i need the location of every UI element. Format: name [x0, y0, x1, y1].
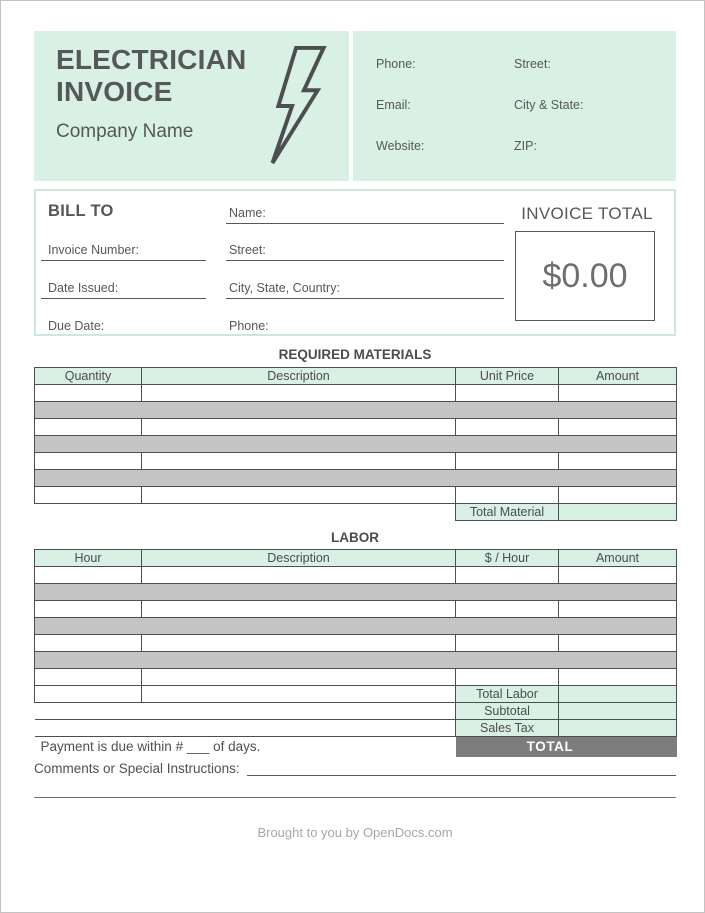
empty-cell: [456, 453, 559, 470]
empty-cell: [456, 419, 559, 436]
grand-total-row: [35, 737, 677, 757]
subtotal-label-cell: Subtotal: [456, 703, 559, 720]
materials-table: [34, 367, 677, 521]
column-header-amount: Amount: [559, 550, 677, 567]
empty-cell: [456, 652, 559, 669]
city-state-country-line: [226, 298, 504, 299]
empty-cell: [456, 584, 559, 601]
labor-row: [35, 567, 677, 584]
empty-cell: [35, 385, 142, 402]
empty-cell: [559, 567, 677, 584]
empty-cell: [559, 601, 677, 618]
empty-cell: [559, 618, 677, 635]
subtotal-left-line: [35, 703, 456, 720]
materials-row: [35, 385, 677, 402]
sales-tax-amount-cell: [559, 720, 677, 737]
empty-cell: [35, 402, 142, 419]
invoice-title-line2: INVOICE: [56, 76, 173, 108]
invoice-total-value: $0.00: [542, 256, 628, 295]
labor-total-row: [35, 686, 677, 703]
invoice-title-line1: ELECTRICIAN: [56, 44, 247, 75]
labor-table: [34, 549, 677, 757]
footer-text: Brought to you by OpenDocs.com: [257, 824, 453, 840]
city-state-country-label: City, State, Country:: [229, 281, 340, 295]
sales-tax-row: [35, 720, 677, 737]
invoice-number-label: Invoice Number:: [48, 243, 140, 257]
empty-cell: [142, 584, 456, 601]
empty-cell: [142, 402, 456, 419]
contact-label-street: Street:: [514, 57, 551, 71]
column-header-description: Description: [142, 550, 456, 567]
empty-cell: [456, 567, 559, 584]
labor-row: [35, 584, 677, 601]
labor-row: [35, 601, 677, 618]
empty-cell: [35, 487, 142, 504]
bill-to-heading: BILL TO: [48, 202, 114, 220]
column-header-rate: $ / Hour: [456, 550, 559, 567]
empty-cell: [142, 669, 456, 686]
materials-row: [35, 436, 677, 453]
empty-cell: [142, 652, 456, 669]
invoice-total-box: [515, 231, 655, 321]
empty-cell: [142, 635, 456, 652]
materials-row: [35, 487, 677, 504]
lightning-bolt-icon: [265, 46, 333, 166]
street-label: Street:: [229, 243, 266, 257]
empty-cell: [35, 669, 142, 686]
empty-cell: [35, 652, 142, 669]
comments-label: Comments or Special Instructions:: [34, 760, 240, 776]
materials-total-label-cell: Total Material: [456, 504, 559, 521]
empty-cell: [142, 601, 456, 618]
materials-section-title: REQUIRED MATERIALS: [278, 347, 432, 362]
empty-cell: [456, 618, 559, 635]
empty-cell: [35, 419, 142, 436]
street-line: [226, 260, 504, 261]
empty-cell: [456, 436, 559, 453]
invoice-content: [34, 31, 676, 840]
empty-cell: [559, 402, 677, 419]
labor-total-left-cell: [35, 686, 142, 703]
empty-cell: [35, 635, 142, 652]
labor-total-label-cell: Total Labor: [456, 686, 559, 703]
empty-cell: [142, 487, 456, 504]
materials-header-row: [35, 368, 677, 385]
empty-cell: [559, 584, 677, 601]
column-header-unit-price: Unit Price: [456, 368, 559, 385]
empty-cell: [456, 402, 559, 419]
sales-tax-label-cell: Sales Tax: [456, 720, 559, 737]
materials-row: [35, 453, 677, 470]
materials-total-amount-cell: [559, 504, 677, 521]
materials-total-row: [35, 504, 677, 521]
empty-cell: [456, 635, 559, 652]
header-brand-panel: [34, 31, 349, 181]
contact-label-email: Email:: [376, 98, 411, 112]
empty-cell: [559, 470, 677, 487]
empty-cell: [456, 470, 559, 487]
column-header-description: Description: [142, 368, 456, 385]
company-name: Company Name: [56, 121, 194, 143]
empty-cell: [142, 453, 456, 470]
empty-cell: [35, 601, 142, 618]
empty-cell: [142, 567, 456, 584]
labor-section-title: LABOR: [331, 530, 379, 545]
empty-cell: [559, 385, 677, 402]
empty-cell: [559, 419, 677, 436]
phone-label: Phone:: [229, 319, 269, 333]
labor-row: [35, 635, 677, 652]
empty-cell: [559, 453, 677, 470]
empty-cell: [35, 470, 142, 487]
empty-cell: [142, 618, 456, 635]
empty-cell: [35, 567, 142, 584]
date-issued-label: Date Issued:: [48, 281, 119, 295]
bottom-rule: [34, 797, 676, 798]
name-label: Name:: [229, 206, 266, 220]
empty-cell: [142, 385, 456, 402]
column-header-hour: Hour: [35, 550, 142, 567]
empty-cell: [456, 601, 559, 618]
empty-cell: [559, 669, 677, 686]
header-contact-panel: [353, 31, 676, 181]
due-date-label: Due Date:: [48, 319, 105, 333]
empty-cell: [142, 436, 456, 453]
invoice-number-line: [41, 260, 206, 261]
empty-cell: [35, 584, 142, 601]
contact-label-zip: ZIP:: [514, 139, 537, 153]
empty-cell: [35, 436, 142, 453]
contact-label-website: Website:: [376, 139, 425, 153]
comments-row: [34, 761, 676, 776]
empty-cell: [456, 669, 559, 686]
empty-cell: [35, 453, 142, 470]
labor-total-amount-cell: [559, 686, 677, 703]
contact-label-city-state: City & State:: [514, 98, 584, 112]
column-header-quantity: Quantity: [35, 368, 142, 385]
labor-header-row: [35, 550, 677, 567]
empty-cell: [559, 436, 677, 453]
labor-row: [35, 652, 677, 669]
materials-total-spacer: [35, 504, 456, 521]
empty-cell: [456, 385, 559, 402]
contact-label-phone: Phone:: [376, 57, 416, 71]
empty-cell: [35, 618, 142, 635]
date-issued-line: [41, 298, 206, 299]
empty-cell: [142, 419, 456, 436]
labor-row: [35, 669, 677, 686]
bill-to-section: [34, 189, 676, 336]
labor-total-left-cell: [142, 686, 456, 703]
grand-total-bar: TOTAL: [456, 737, 677, 757]
invoice-header: [34, 31, 676, 181]
comments-line: [247, 761, 676, 776]
materials-row: [35, 402, 677, 419]
empty-cell: [559, 487, 677, 504]
payment-terms-text: Payment is due within # ___ of days.: [40, 739, 261, 755]
sales-tax-left-line: [35, 720, 456, 737]
materials-row: [35, 419, 677, 436]
name-line: [226, 223, 504, 224]
empty-cell: [559, 652, 677, 669]
empty-cell: [559, 635, 677, 652]
labor-row: [35, 618, 677, 635]
empty-cell: [142, 470, 456, 487]
empty-cell: [456, 487, 559, 504]
materials-row: [35, 470, 677, 487]
subtotal-amount-cell: [559, 703, 677, 720]
subtotal-row: [35, 703, 677, 720]
invoice-total-label: INVOICE TOTAL: [521, 204, 653, 223]
column-header-amount: Amount: [559, 368, 677, 385]
